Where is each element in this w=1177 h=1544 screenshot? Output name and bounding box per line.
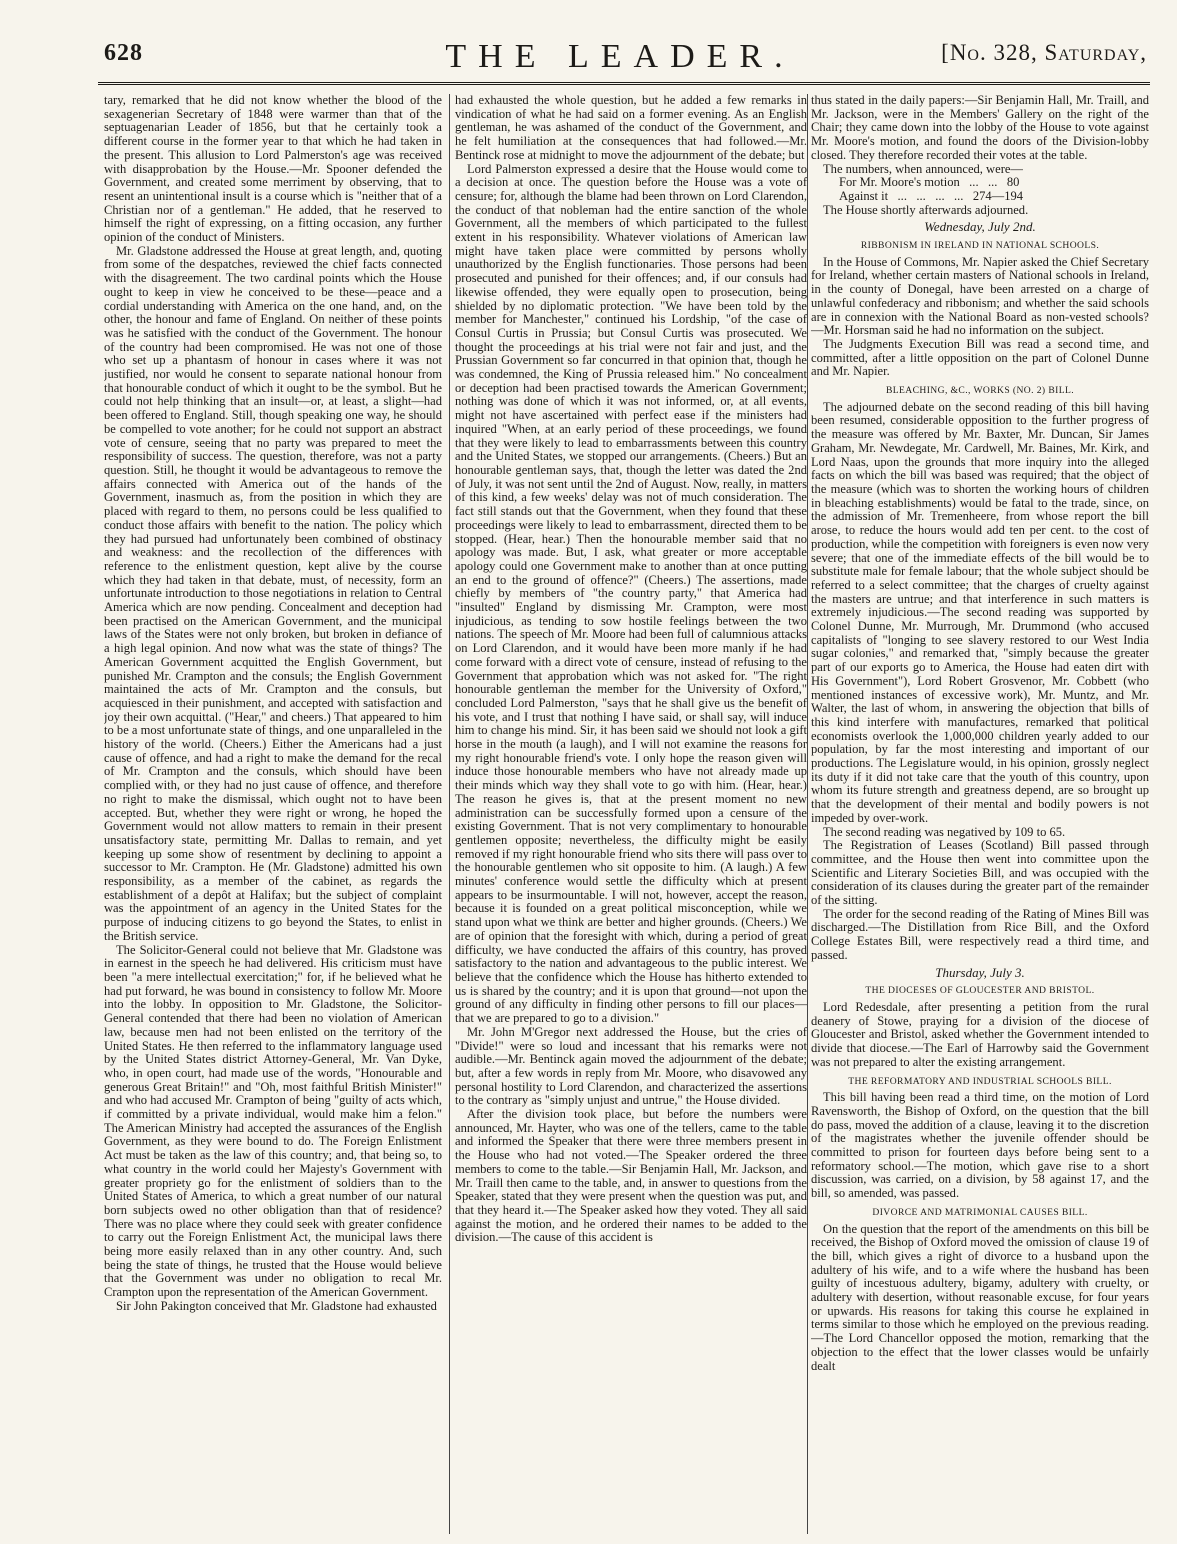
paragraph: tary, remarked that he did not know whether the blood of the sexagenerian Secretary of 1848 were warmer than that of the septuagenarian Leader of 1856, but that he certainly took a different course in the former year to that which he had taken in the present. This allusion to Lord Palmerston's age was received with disapprobation by the House.—Mr. Spooner defended the Government, and created some merriment by observing, that to resent an unintentional insult is a course which is "neither that of a Christian nor of a gentleman." He added, that he reserved to himself the right of expressing, on a fitting occasion, any further opinion of the conduct of Ministers. [104, 94, 442, 245]
paragraph: The adjourned debate on the second reading of this bill having been resumed, considerable opposition to the further progress of the measure was offered by Mr. Baxter, Mr. Duncan, Sir James Graham, Mr. Newdegate, Mr. Cardwell, Mr. Baines, Mr. Kirk, and Lord Naas, upon the grounds that more inquiry into the alleged facts on which the bill was based was required; that the object of the measure (which was to shorten the working hours of children in bleaching establishments) would be fatal to the trade, since, on the admission of Mr. Tremenheere, from whose report the bill arose, to reduce the hours would add ten per cent. to the cost of production, while the competition with foreigners is even now very severe; that one of the immediate effects of the bill would be to substitute male for female labour; that the whole subject should be referred to a select committee; that the charges of cruelty against the masters are untrue; and that interference in such matters is extremely injudicious.—The second reading was supported by Colonel Dunne, Mr. Murrough, Mr. Drummond (who accused capitalists of "longing to see slavery restored to our West India sugar colonies," and remarked that, "simply because the greater part of our exports go to America, the House had eaten dirt with His Government"), Lord Robert Grosvenor, Mr. Cobbett (who mentioned instances of excessive work), Mr. Muntz, and Mr. Walter, the last of whom, in answering the objection that bills of this kind interfere with manufactures, remarked that political economists overlook the 1,000,000 children yearly added to our population, by far the most interesting and important of our productions. The Legislature would, in his opinion, grossly neglect its duty if it did not take care that the youth of this country, upon whom its future strength and greatness depend, are so brought up that the development of their mental and bodily powers is not impeded by over-work. [811, 399, 1149, 825]
issue-info: [No. 328, Saturday, [941, 40, 1147, 65]
paragraph: Lord Redesdale, after presenting a petition from the rural deanery of Stowe, praying for a division of the diocese of Gloucester and Bristol, asked whether the Government intended to divide that diocese.—The Earl of Harrowby said the Government was not prepared to alter the existing arrangement. [811, 1000, 1149, 1069]
paragraph: The House shortly afterwards adjourned. [823, 202, 1029, 217]
vote-for: For Mr. Moore's motion ... ... 80 [839, 175, 1020, 190]
vote-against: Against it ... ... ... ... 274—194 [839, 188, 1024, 203]
section-heading: THE DIOCESES OF GLOUCESTER AND BRISTOL. [865, 985, 1095, 997]
date-heading: Thursday, July 3. [935, 964, 1025, 980]
page-number: 628 [104, 40, 143, 66]
section-heading: BLEACHING, &C., WORKS (NO. 2) BILL. [885, 385, 1075, 397]
column-3 [811, 94, 1149, 1534]
column-divider [449, 94, 450, 1534]
paragraph: After the division took place, but before the numbers were announced, Mr. Hayter, who was one of the tellers, came to the table and informed the Speaker that there were three members present in the House who had not voted.—The Speaker ordered the three members to come to the table.—Sir Benjamin Hall, Mr. Jackson, and Mr. Traill then came to the table, and, in answer to questions from the Speaker, stated that they were present when the question was put, and that they heard it.—The Speaker asked how they voted. They all said against the motion, and he ordered their names to be added to the division.—The cause of this accident is [455, 1107, 807, 1245]
date-heading: Wednesday, July 2nd. [924, 219, 1036, 235]
paragraph: The Judgments Execution Bill was read a second time, and committed, after a little opposition on the part of Colonel Dunne and Mr. Napier. [811, 336, 1149, 379]
header-rule [98, 82, 1150, 85]
newspaper-title: THE LEADER. [445, 38, 795, 75]
paragraph: The order for the second reading of the Rating of Mines Bill was discharged.—The Distillation from Rice Bill, and the Oxford College Estates Bill, were respectively read a third time, and passed. [811, 906, 1149, 962]
paragraph: Mr. Gladstone addressed the House at great length, and, quoting from some of the despatches, reviewed the chief facts connected with the disagreement. The two cardinal points which the House ought to keep in view he conceived to be these—peace and a cordial understanding with America on the one hand, and, on the other, the honour and fame of England. On neither of these points was he satisfied with the conduct of the Government. The honour of the country had been compromised. He was not one of those who set up a phantasm of honour in cases where it was not justified, nor would he consent to separate national honour from that honourable conduct of which it ought to be the symbol. But he could not help thinking that an insult—or, at least, a slight—had been offered to England. Still, though speaking one way, he should be compelled to vote another; for he could not support an abstract vote of censure, seeing that no party was prepared to meet the responsibility of success. The question, therefore, was not a party question. Still, he thought it would be advantageous to remove the affairs connected with America out of the hands of the Government, inasmuch as, from the position in which they are placed with regard to them, no persons could be less qualified to conduct those affairs with benefit to the nation. The policy which they had pursued had unfortunately been combined of obstinacy and weakness: and the recollection of the differences with reference to the enlistment question, kept alive by the course which they had taken in that debate, must, of necessity, form an unfortunate introduction to those negotiations in relation to Central America which are now pending. Concealment and deception had been practised on the American Government, and the municipal laws of the States were not only broken, but broken in defiance of a high legal opinion. And now what was the state of things? The American Government acquitted the English Government, but punished Mr. Crampton and the consuls; the English Government maintained the acts of Mr. Crampton and the consuls, but acquiesced in their punishment, and accepted with satisfaction and joy their own acquittal. ("Hear," and cheers.) That appeared to him to be a most unfortunate state of things, and one unparalleled in the history of the world. (Cheers.) Either the Americans had a just cause of offence, and had a right to make the demand for the recal of Mr. Crampton and the consuls, which should have been complied with, or they had no just cause of offence, and therefore no right to make the dismissal, which ought not to have been accepted. But, whether they were right or wrong, he hoped the Government would not allow matters to remain in their present unsatisfactory state, permitting Mr. Dallas to remain, and yet keeping up some show of resentment by declining to appoint a successor to Mr. Crampton. He (Mr. Gladstone) admitted his own responsibility, as a member of the cabinet, as regards the establishment of a depôt at Halifax; but the subject of complaint was the appointment of an agency in the United States for the purpose of inducing citizens to go beyond the States, to enlist in the British service. [104, 243, 442, 943]
section-heading: RIBBONISM IN IRELAND IN NATIONAL SCHOOLS. [860, 240, 1100, 252]
paragraph: The Solicitor-General could not believe that Mr. Gladstone was in earnest in the speech he had delivered. His criticism must have been "a mere intellectual exercitation;" for, if he believed what he had put forward, he was bound in consistency to follow Mr. Moore into the lobby. In opposition to Mr. Gladstone, the Solicitor-General contended that there had been no violation of American law, because men had not been enlisted on the territory of the United States. He then referred to the inflammatory language used by the United States district Attorney-General, Mr. Van Dyke, who, in open court, had made use of the words, "Honourable and generous Great Britain!" and "Oh, most faithful British Minister!" and who had accused Mr. Crampton of being "guilty of acts which, if committed by a private individual, would make him a felon." The American Ministry had accepted the assurances of the English Government, as they were bound to do. The Foreign Enlistment Act must be taken as the law of this country; and, that being so, to what country in the world could her Majesty's Government with greater propriety go for the enlistment of soldiers than to the United States of America, to which a great number of our natural born subjects owed no other obligation than that of residence? There was no place where they could seek with greater confidence to carry out the Foreign Enlistment Act, the municipal laws there being more easily relaxed than in any other country. And, such being the state of things, he trusted that the House would believe that the Government was under no obligation to recal Mr. Crampton upon the representation of the American Government. [104, 942, 442, 1300]
paragraph: This bill having been read a third time, on the motion of Lord Ravensworth, the Bishop of Oxford, on the question that the bill do pass, moved the addition of a clause, leaving it to the discretion of the magistrates whether the juvenile offender should be committed to prison for fourteen days before being sent to a reformatory school.—The motion, which gave rise to a short discussion, was carried, on a division, by 58 against 17, and the bill, so amended, was passed. [811, 1090, 1149, 1201]
section-heading: THE REFORMATORY AND INDUSTRIAL SCHOOLS BILL. [848, 1075, 1112, 1087]
paragraph: In the House of Commons, Mr. Napier asked the Chief Secretary for Ireland, whether certain masters of National schools in Ireland, in the county of Donegal, have been arrested on a charge of unlawful confederacy and ribbonism; and whether the said schools are in connexion with the National Board as non-vested schools?—Mr. Horsman said he had no information on the subject. [811, 254, 1149, 338]
paragraph: The numbers, when announced, were— [823, 161, 1023, 176]
paragraph: Sir John Pakington conceived that Mr. Gladstone had exhausted [116, 1298, 437, 1313]
paragraph: Mr. John M'Gregor next addressed the House, but the cries of "Divide!" were so loud and incessant that his remarks were not audible.—Mr. Bentinck again moved the adjournment of the debate; but, after a few words in reply from Mr. Moore, who disavowed any personal hostility to Lord Clarendon, and characterized the assertions to the contrary as "simply unjust and untrue," the House divided. [455, 1024, 807, 1108]
masthead [0, 0, 1177, 86]
column-2 [455, 94, 807, 1534]
paragraph: thus stated in the daily papers:—Sir Benjamin Hall, Mr. Traill, and Mr. Jackson, were in the Members' Gallery on the right of the Chair; they came down into the lobby of the House to vote against Mr. Moore's motion, and found the doors of the Division-lobby closed. They therefore recorded their votes at the table. [811, 94, 1149, 162]
vote-tally [811, 176, 1149, 203]
paragraph: Lord Palmerston expressed a desire that the House would come to a decision at once. The question before the House was a vote of censure; for, although the blame had been thrown on Lord Clarendon, the conduct of that nobleman had the entire sanction of the whole Government, all the members of which participated to the fullest extent in his responsibility. Whatever violations of American law might have taken place were committed by persons wholly unauthorized by the English functionaries. Those persons had been prosecuted and punished for their offences; and, if our consuls had likewise offended, they were equally open to prosecution, being shielded by no diplomatic protection. "We have been told by the member for Manchester," continued his Lordship, "of the case of Consul Curtis in Prussia; but Consul Curtis was prosecuted. We thought the proceedings at his trial were not fair and just, and the Prussian Government so far concurred in that opinion that, though he was condemned, the King of Prussia released him." No concealment or deception had been practised towards the American Government; nothing was done of which it was not informed, or, at all events, might not have ascertained with perfect ease if the ministers had inquired "When, at an early period of these proceedings, we found that they were likely to lead to embarrassments between this country and the United States, we stopped our arrangements. (Cheers.) But an honourable gentleman says, that, though the letter was dated the 2nd of July, it was not sent until the 2nd of August. Now, really, in matters of this kind, a few weeks' delay was not of much consideration. The fact still stands out that the Government, when they found that these proceedings were likely to lead to embarrassment, directed them to be stopped. (Hear, hear.) Then the honourable member said that no apology was made. But, I ask, what greater or more acceptable apology could one Government make to another than at once putting an end to the ground of offence?" (Cheers.) The assertions, made chiefly by members of "the country party," that America had "insulted" England by dismissing Mr. Crampton, were most injudicious, as tending to sow hostile feelings between the two nations. The speech of Mr. Moore had been full of calumnious attacks on Lord Clarendon, and it would have been more manly if he had come forward with a direct vote of censure, instead of refusing to the Government that approbation which was not asked for. "The right honourable gentleman the member for the University of Oxford," concluded Lord Palmerston, "says that he shall give us the benefit of his vote, and I trust that nothing I have said, or shall say, will induce him to change his mind. Sir, it has been said we should not look a gift horse in the mouth (a laugh), and I will not examine the reasons for my right honourable friend's vote. I only hope the reason given will induce those honourable members who have not already made up their minds which way they shall vote to go with him. (Hear, hear.) The reason he gives is, that at the present moment no new administration can be successfully formed upon a censure of the existing Government. That is not very complimentary to honourable gentlemen opposite; nevertheless, the difficulty might be easily removed if my right honourable friend who sits there will pass over to the honourable gentlemen who sit opposite to him. (A laugh.) A few minutes' conference would settle the difficulty which at present appears to be insurmountable. I will not, however, accept the reason, because it is founded on a great political misconception, while we stand upon what we think are better and higher grounds. (Cheers.) We are of opinion that the foresight with which, during a period of great difficulty, we have conducted the affairs of this country, has proved satisfactory to the nation and advantageous to the public interest. We believe that the confidence which the House has hitherto extended to us is shared by the country; and it is upon that ground—not upon the ground of any difficulty in finding other persons to fill our places—that we are prepared to go to a division." [455, 161, 807, 1026]
paragraph: On the question that the report of the amendments on this bill be received, the Bishop of Oxford moved the omission of clause 19 of the bill, which gives a right of divorce to a husband upon the adultery of his wife, and to a wife where the husband has been guilty of incestuous adultery, bigamy, adultery with cruelty, or adultery with desertion, without reasonable excuse, for four years or upwards. His reasons for taking this course he explained in terms similar to those which he employed on the previous reading.—The Lord Chancellor opposed the motion, remarking that the objection to the effect that the lower classes would be unfairly dealt [811, 1221, 1149, 1373]
paragraph: had exhausted the whole question, but he added a few remarks in vindication of what he had said on a former evening. As an English gentleman, he was ashamed of the conduct of the Government, and he felt humiliation at the consequences that had followed.—Mr. Bentinck rose at midnight to move the adjournment of the debate; but [455, 94, 807, 162]
column-divider [807, 94, 808, 1534]
column-1 [104, 94, 442, 1534]
paragraph: The second reading was negatived by 109 to 65. [823, 824, 1066, 839]
paragraph: The Registration of Leases (Scotland) Bill passed through committee, and the House then went into committee upon the Scientific and Literary Societies Bill, and was occupied with the consideration of its clauses during the greater part of the remainder of the sitting. [811, 838, 1149, 908]
section-heading: DIVORCE AND MATRIMONIAL CAUSES BILL. [872, 1206, 1088, 1218]
